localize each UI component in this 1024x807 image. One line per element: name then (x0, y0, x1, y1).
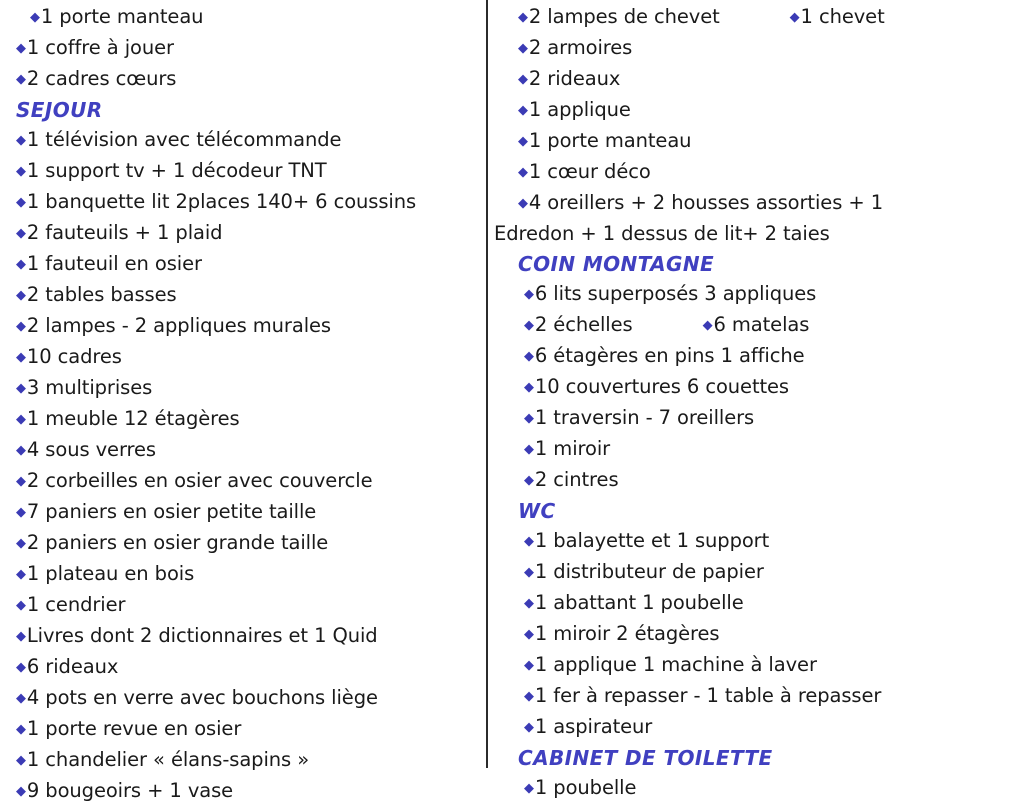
list-item (494, 712, 1018, 743)
diamond-bullet-icon: ◆ (789, 10, 800, 25)
list-item (16, 125, 480, 156)
diamond-bullet-icon: ◆ (518, 10, 528, 25)
list-item-label: 10 cadres (26, 345, 122, 368)
list-item (16, 590, 480, 621)
list-item-label: 1 distributeur de papier (534, 560, 764, 583)
list-item (16, 280, 480, 311)
list-item-label: 4 pots en verre avec bouchons liège (26, 686, 378, 709)
left-column (0, 0, 486, 802)
list-item (494, 526, 1018, 557)
diamond-bullet-icon: ◆ (518, 41, 528, 56)
diamond-bullet-icon: ◆ (524, 658, 534, 673)
list-item (16, 33, 480, 64)
list-item-label: 7 paniers en osier petite taille (26, 500, 317, 523)
list-item (494, 681, 1018, 712)
list-item (494, 557, 1018, 588)
list-item-label: 3 multiprises (26, 376, 153, 399)
list-item-label: 9 bougeoirs + 1 vase (26, 779, 234, 802)
list-item (16, 652, 480, 683)
diamond-bullet-icon: ◆ (16, 72, 26, 87)
diamond-bullet-icon: ◆ (524, 565, 534, 580)
list-item-label: 1 meuble 12 étagères (26, 407, 240, 430)
list-item (494, 588, 1018, 619)
list-item (16, 621, 480, 652)
list-item-label: 2 échelles (534, 313, 633, 336)
list-item-label-secondary: 1 chevet (800, 5, 885, 28)
list-item-label: 2 cintres (534, 468, 619, 491)
list-item-label: 2 tables basses (26, 283, 177, 306)
list-item-label: 2 corbeilles en osier avec couvercle (26, 469, 373, 492)
list-item-label: 1 poubelle (534, 776, 637, 799)
diamond-bullet-icon: ◆ (518, 196, 528, 211)
list-item (16, 714, 480, 745)
diamond-bullet-icon: ◆ (524, 534, 534, 549)
list-item-label: 4 oreillers + 2 housses assorties + 1 (528, 191, 883, 214)
list-item (16, 156, 480, 187)
list-item-label: 1 cendrier (26, 593, 126, 616)
list-item-label: Livres dont 2 dictionnaires et 1 Quid (26, 624, 378, 647)
list-item-label: 2 lampes - 2 appliques murales (26, 314, 331, 337)
list-item-label: 1 chandelier « élans-sapins » (26, 748, 310, 771)
diamond-bullet-icon: ◆ (16, 660, 26, 675)
list-item-label: 6 étagères en pins 1 affiche (534, 344, 805, 367)
column-divider (486, 0, 488, 768)
diamond-bullet-icon: ◆ (524, 720, 534, 735)
diamond-bullet-icon: ◆ (16, 350, 26, 365)
diamond-bullet-icon: ◆ (524, 627, 534, 642)
diamond-bullet-icon: ◆ (524, 689, 534, 704)
diamond-bullet-icon: ◆ (16, 753, 26, 768)
list-item-label: 2 cadres cœurs (26, 67, 177, 90)
diamond-bullet-icon: ◆ (16, 288, 26, 303)
list-item (16, 559, 480, 590)
list-item-label: 1 porte revue en osier (26, 717, 242, 740)
list-item-label: 2 fauteuils + 1 plaid (26, 221, 223, 244)
diamond-bullet-icon: ◆ (16, 567, 26, 582)
diamond-bullet-icon: ◆ (16, 257, 26, 272)
list-item (494, 372, 1018, 403)
list-item (16, 311, 480, 342)
diamond-bullet-icon: ◆ (16, 164, 26, 179)
diamond-bullet-icon: ◆ (524, 349, 534, 364)
diamond-bullet-icon: ◆ (16, 536, 26, 551)
list-item-label: 1 aspirateur (534, 715, 653, 738)
section-heading-label: WC (518, 499, 556, 523)
list-item-label: 4 sous verres (26, 438, 156, 461)
list-item-label: 1 cœur déco (528, 160, 651, 183)
diamond-bullet-icon: ◆ (524, 473, 534, 488)
list-item-label: 1 balayette et 1 support (534, 529, 770, 552)
diamond-bullet-icon: ◆ (702, 318, 713, 333)
diamond-bullet-icon: ◆ (524, 596, 534, 611)
list-item (494, 341, 1018, 372)
list-item-label: 6 lits superposés 3 appliques (534, 282, 817, 305)
list-item-label: 1 support tv + 1 décodeur TNT (26, 159, 327, 182)
list-item-label-secondary: 6 matelas (713, 313, 810, 336)
diamond-bullet-icon: ◆ (16, 784, 26, 799)
list-item (494, 465, 1018, 496)
list-item-label: 1 porte manteau (40, 5, 204, 28)
list-item (16, 249, 480, 280)
list-item (16, 404, 480, 435)
list-item (494, 33, 1018, 64)
list-item (16, 2, 480, 33)
diamond-bullet-icon: ◆ (518, 134, 528, 149)
diamond-bullet-icon: ◆ (30, 10, 40, 25)
section-heading (494, 249, 1018, 279)
diamond-bullet-icon: ◆ (16, 195, 26, 210)
section-heading (494, 743, 1018, 773)
list-item (16, 187, 480, 218)
diamond-bullet-icon: ◆ (524, 287, 534, 302)
list-item (16, 497, 480, 528)
list-item (16, 435, 480, 466)
diamond-bullet-icon: ◆ (16, 474, 26, 489)
list-item (494, 310, 1018, 341)
list-item (494, 157, 1018, 188)
list-item (16, 373, 480, 404)
list-item (494, 95, 1018, 126)
section-heading-label: CABINET DE TOILETTE (518, 746, 773, 770)
list-item (494, 2, 1018, 33)
list-item (494, 650, 1018, 681)
list-item (494, 434, 1018, 465)
diamond-bullet-icon: ◆ (16, 319, 26, 334)
list-item-label: 2 lampes de chevet (528, 5, 720, 28)
list-item (16, 528, 480, 559)
list-item (494, 188, 1018, 219)
list-item-label: 1 miroir 2 étagères (534, 622, 720, 645)
list-item (494, 773, 1018, 804)
list-item-label: 1 fer à repasser - 1 table à repasser (534, 684, 882, 707)
section-heading-label: SEJOUR (16, 98, 103, 122)
diamond-bullet-icon: ◆ (524, 442, 534, 457)
list-item-label: 6 rideaux (26, 655, 119, 678)
list-item-label: 1 abattant 1 poubelle (534, 591, 744, 614)
diamond-bullet-icon: ◆ (16, 598, 26, 613)
list-item-label: 1 télévision avec télécommande (26, 128, 342, 151)
diamond-bullet-icon: ◆ (16, 443, 26, 458)
list-item (16, 218, 480, 249)
list-item-label: 2 rideaux (528, 67, 621, 90)
list-item-label: 2 armoires (528, 36, 633, 59)
list-item-label: 10 couvertures 6 couettes (534, 375, 789, 398)
diamond-bullet-icon: ◆ (518, 165, 528, 180)
list-item (16, 342, 480, 373)
list-item (16, 776, 480, 807)
list-item (494, 279, 1018, 310)
list-item-label: 1 banquette lit 2places 140+ 6 coussins (26, 190, 417, 213)
list-item (16, 745, 480, 776)
diamond-bullet-icon: ◆ (16, 133, 26, 148)
list-item-label: 1 miroir (534, 437, 611, 460)
diamond-bullet-icon: ◆ (16, 505, 26, 520)
list-item-label: 1 applique 1 machine à laver (534, 653, 817, 676)
section-heading-label: COIN MONTAGNE (518, 252, 715, 276)
diamond-bullet-icon: ◆ (518, 103, 528, 118)
diamond-bullet-icon: ◆ (16, 381, 26, 396)
diamond-bullet-icon: ◆ (524, 318, 534, 333)
diamond-bullet-icon: ◆ (16, 41, 26, 56)
diamond-bullet-icon: ◆ (16, 629, 26, 644)
list-item (494, 403, 1018, 434)
diamond-bullet-icon: ◆ (524, 380, 534, 395)
list-item (16, 64, 480, 95)
list-item (494, 64, 1018, 95)
list-item-label: 1 applique (528, 98, 631, 121)
section-heading (16, 95, 480, 125)
list-item (494, 619, 1018, 650)
list-item (16, 683, 480, 714)
diamond-bullet-icon: ◆ (518, 72, 528, 87)
list-item-label: Edredon + 1 dessus de lit+ 2 taies (494, 222, 830, 245)
diamond-bullet-icon: ◆ (16, 226, 26, 241)
diamond-bullet-icon: ◆ (16, 722, 26, 737)
list-item-label: 1 traversin - 7 oreillers (534, 406, 755, 429)
diamond-bullet-icon: ◆ (16, 691, 26, 706)
list-item-label: 1 coffre à jouer (26, 36, 174, 59)
section-heading (494, 496, 1018, 526)
diamond-bullet-icon: ◆ (16, 412, 26, 427)
list-item-label: 1 plateau en bois (26, 562, 195, 585)
diamond-bullet-icon: ◆ (524, 411, 534, 426)
list-item-label: 1 porte manteau (528, 129, 692, 152)
list-item-label: 1 fauteuil en osier (26, 252, 202, 275)
diamond-bullet-icon: ◆ (524, 781, 534, 796)
list-item (16, 466, 480, 497)
right-column (486, 0, 1024, 799)
list-item-label: 2 paniers en osier grande taille (26, 531, 329, 554)
list-item-continuation (494, 219, 1018, 249)
list-item (494, 126, 1018, 157)
